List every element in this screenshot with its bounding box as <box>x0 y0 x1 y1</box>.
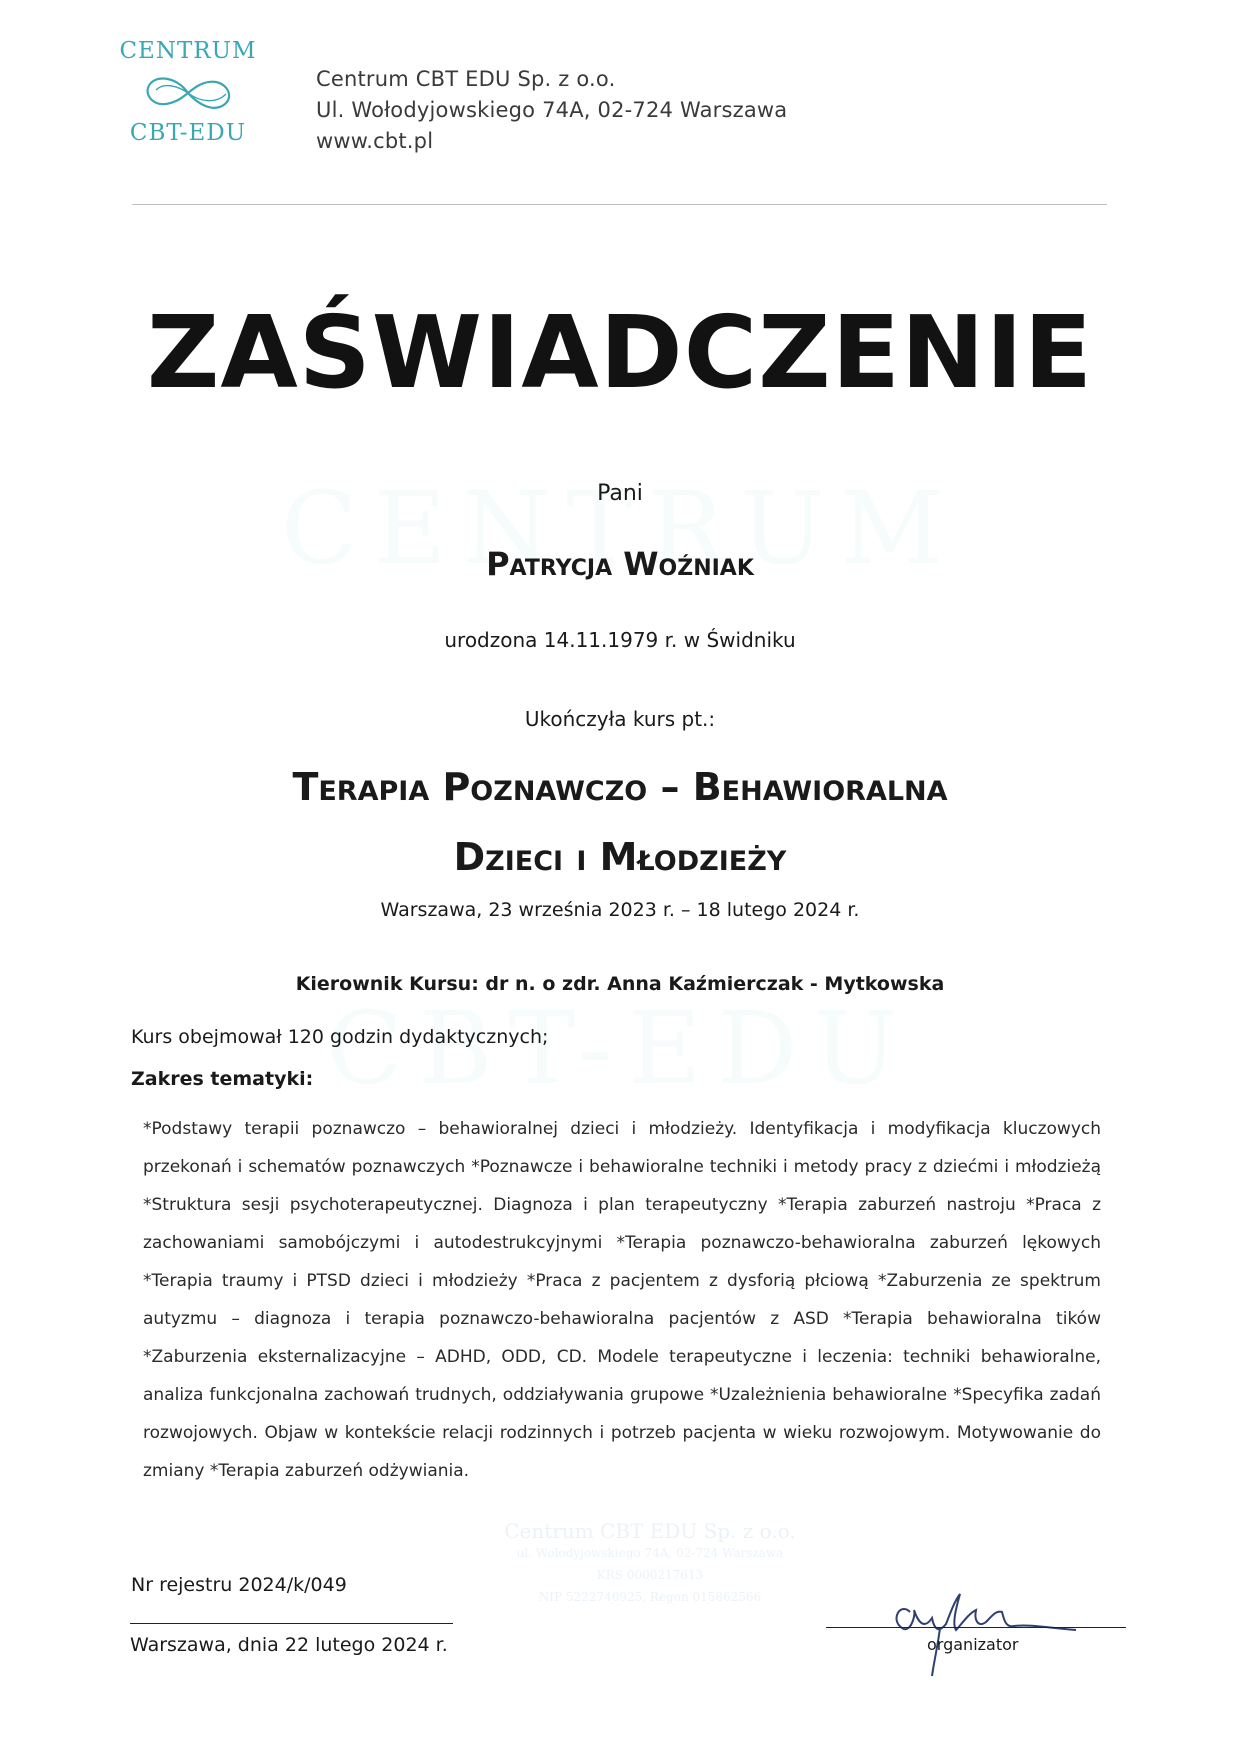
place-date: Warszawa, dnia 22 lutego 2024 r. <box>130 1634 448 1656</box>
organization-address: Ul. Wołodyjowskiego 74A, 02-724 Warszawa <box>316 98 788 122</box>
registry-number: Nr rejestru 2024/k/049 <box>131 1574 347 1596</box>
company-stamp <box>490 1520 810 1608</box>
stamp-line2: ul. Wołodyjowskiego 74A, 02-724 Warszawa <box>516 1546 784 1560</box>
course-title <box>0 752 1240 892</box>
header-divider <box>132 204 1107 205</box>
organization-website: www.cbt.pl <box>316 129 434 153</box>
course-dates: Warszawa, 23 września 2023 r. – 18 lutego 2024 r. <box>380 899 860 921</box>
course-hours: Kurs obejmował 120 godzin dydaktycznych; <box>131 1026 549 1048</box>
course-director: Kierownik Kursu: dr n. o zdr. Anna Kaźmierczak - Mytkowska <box>295 973 945 995</box>
stamp-line4: NIP 5222740925, Regon 015862566 <box>538 1590 762 1604</box>
stamp-line3: KRS 0000217613 <box>596 1568 704 1582</box>
date-signature-line <box>130 1623 453 1624</box>
course-title-line2: Dzieci i Młodzieży <box>453 835 787 879</box>
topics-label: Zakres tematyki: <box>131 1068 314 1090</box>
logo-line-centrum: CENTRUM <box>119 38 257 64</box>
organization-name: Centrum CBT EDU Sp. z o.o. <box>316 67 616 91</box>
recipient-name: Patrycja Woźniak <box>486 545 754 583</box>
logo <box>118 38 258 146</box>
birth-info: urodzona 14.11.1979 r. w Świdniku <box>444 628 796 652</box>
certificate-title: ZAŚWIADCZENIE <box>146 294 1094 411</box>
salutation: Pani <box>597 481 643 506</box>
completed-label: Ukończyła kurs pt.: <box>524 707 716 731</box>
organization-header <box>316 64 787 157</box>
infinity-logo-icon <box>138 70 238 116</box>
course-title-line1: Terapia Poznawczo – Behawioralna <box>292 765 948 809</box>
stamp-line1: Centrum CBT EDU Sp. z o.o. <box>504 1519 796 1543</box>
organizer-label: organizator <box>927 1635 1019 1654</box>
logo-line-cbt-edu: CBT-EDU <box>129 120 247 146</box>
organizer-signature-line <box>826 1627 1126 1628</box>
topics-text: *Podstawy terapii poznawczo – behawioralnej dzieci i młodzieży. Identyfikacja i modyfikacja kluczowych przekonań i schematów poznawczych *Poznawcze i behawioralne techniki i metody pracy z dziećmi i młodzieżą *Struktura sesji psychoterapeutycznej. Diagnoza i plan terapeutyczny *Terapia zaburzeń nastroju *Praca z zachowaniami samobójczymi i autodestrukcyjnymi *Terapia poznawczo-behawioralna zaburzeń lękowych *Terapia traumy i PTSD dzieci i młodzieży *Praca z pacjentem z dysforią płciową *Zaburzenia ze spektrum autyzmu – diagnoza i terapia poznawczo-behawioralna pacjentów z ASD *Terapia behawioralna tików *Zaburzenia eksternalizacyjne – ADHD, ODD, CD. Modele terapeutyczne i leczenia: techniki behawioralne, analiza funkcjonalna zachowań trudnych, oddziaływania grupowe *Uzależnienia behawioralne *Specyfika zadań rozwojowych. Objaw w kontekście relacji rodzinnych i potrzeb pacjenta w wieku rozwojowym. Motywowanie do zmiany *Terapia zaburzeń odżywiania. <box>143 1119 1101 1481</box>
